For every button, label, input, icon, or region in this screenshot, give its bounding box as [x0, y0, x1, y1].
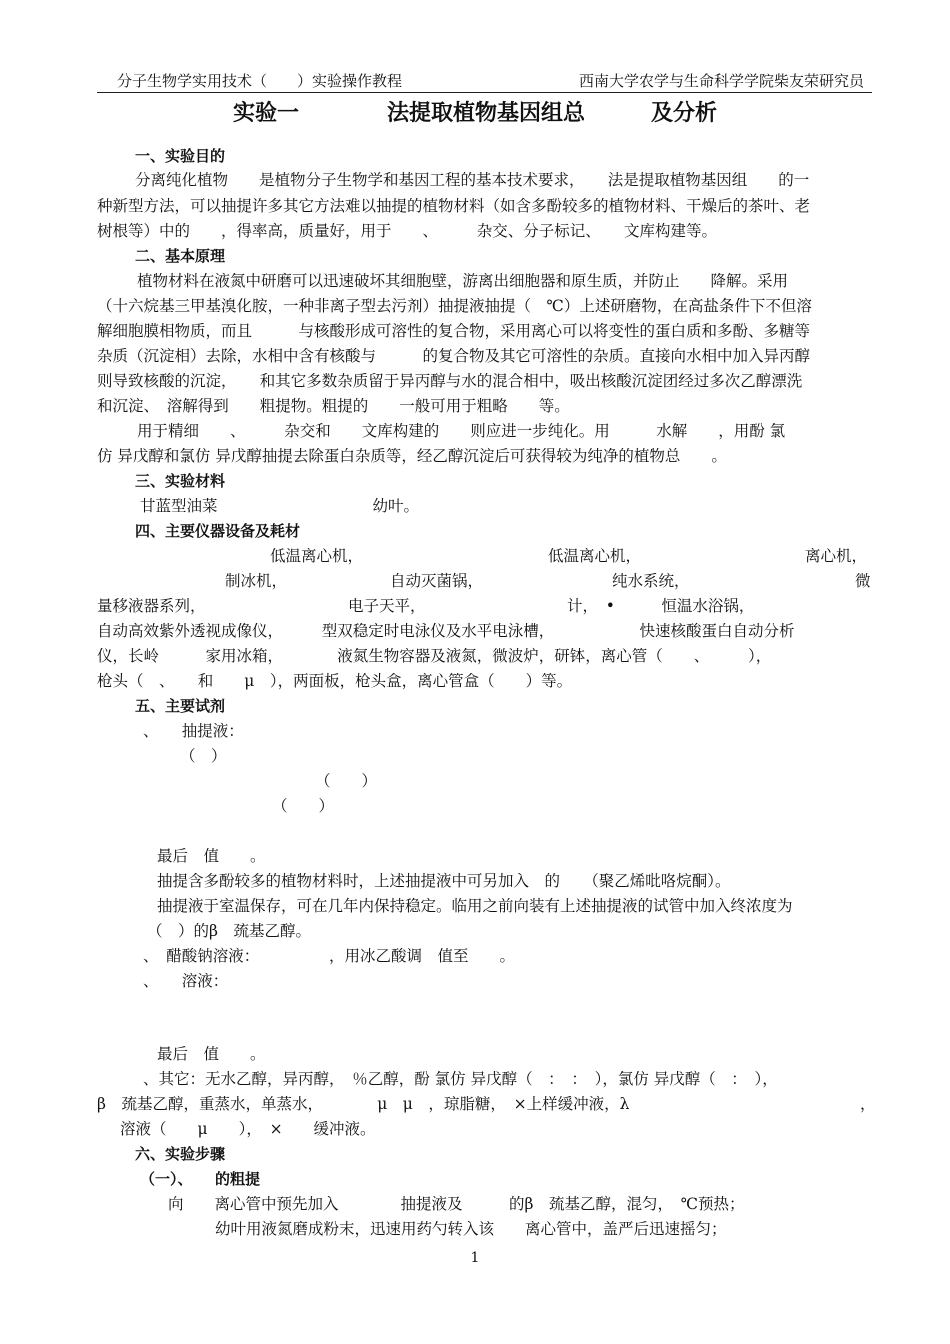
- text-line: 低温离心机，: [548, 547, 642, 565]
- text-line: （ ）的β 巯基乙醇。: [147, 922, 311, 940]
- text-line: 最后 值 。: [157, 1045, 266, 1063]
- text-line: 分离纯化植物 是植物分子生物学和基因工程的基本技术要求， 法是提取植物基因组 的一: [135, 171, 810, 189]
- text-line: 用于精细 、 杂交和 文库构建的 则应进一步纯化。用 水解 ，用酚 氯: [137, 422, 786, 440]
- text-line: 量移液器系列，: [97, 597, 206, 615]
- text-line: 自动灭菌锅，: [390, 572, 484, 590]
- text-line: 杂质（沉淀相）去除，水相中含有核酸与 的复合物及其它可溶性的杂质。直接向水相中加入异丙醇: [97, 347, 811, 365]
- text-line: 、 溶液：: [143, 972, 229, 990]
- text-line: 种新型方法，可以抽提许多其它方法难以抽提的植物材料（如含多酚较多的植物材料、干燥后的茶叶、老: [97, 197, 811, 215]
- text-line: 、其它：无水乙醇，异丙醇， ％乙醇，酚 氯仿 异戊醇（ ： ： ），氯仿 异戊醇（ ： ），: [143, 1070, 778, 1088]
- section-heading: 三、实验材料: [135, 472, 226, 490]
- section-heading: 一、实验目的: [135, 147, 226, 165]
- text-line: 、 醋酸钠溶液： ，用冰乙酸调 值至 。: [143, 947, 516, 965]
- page-number: 1: [470, 1250, 480, 1266]
- text-line: 纯水系统，: [612, 572, 690, 590]
- section-heading: 五、主要试剂: [135, 697, 226, 715]
- text-line: 甘蓝型油菜 幼叶。: [140, 497, 420, 515]
- text-line: 则导致核酸的沉淀， 和其它多数杂质留于异丙醇与水的混合相中，吸出核酸沉淀团经过多次乙醇漂洗: [97, 372, 803, 390]
- text-line: 离心机，: [805, 547, 868, 565]
- text-line: 抽提含多酚较多的植物材料时，上述抽提液中可另加入 的 （聚乙烯吡咯烷酮）。: [157, 872, 731, 890]
- text-line: （ ）: [180, 747, 227, 765]
- text-line: 自动高效紫外透视成像仪， 型双稳定时电泳仪及水平电泳槽， 快速核酸蛋白自动分析: [97, 622, 795, 640]
- section-heading: 二、基本原理: [135, 247, 226, 265]
- text-line: （ ）: [272, 797, 335, 815]
- text-line: 幼叶用液氮磨成粉末，迅速用药勺转入该 离心管中，盖严后迅速摇匀；: [215, 1220, 727, 1238]
- text-line: 仿 异戊醇和氯仿 异戊醇抽提去除蛋白杂质等，经乙醇沉淀后可获得较为纯净的植物总 。: [97, 447, 727, 465]
- section-heading: 四、主要仪器设备及耗材: [135, 522, 301, 540]
- text-line: （ ）: [315, 772, 378, 790]
- text-line: 和沉淀、 溶解得到 粗提物。粗提的 一般可用于粗略 等。: [97, 397, 570, 415]
- running-header: [97, 68, 872, 93]
- text-line: 解细胞膜相物质，而且 与核酸形成可溶性的复合物，采用离心可以将变性的蛋白质和多酚、多糖等: [97, 322, 811, 340]
- text-line: 抽提液于室温保存，可在几年内保持稳定。临用之前向装有上述抽提液的试管中加入终浓度为: [157, 897, 793, 915]
- text-line: 计， • 恒温水浴锅，: [567, 597, 755, 615]
- text-line: β 巯基乙醇，重蒸水，单蒸水， μ μ ，琼脂糖， ×上样缓冲液，λ: [97, 1095, 630, 1113]
- text-line: 电子天平，: [348, 597, 426, 615]
- text-line: （十六烷基三甲基溴化胺，一种非离子型去污剂）抽提液抽提（ ℃）上述研磨物，在高盐条件下不但溶: [97, 297, 812, 315]
- text-line: 枪头（ 、 和 μ ），两面板，枪头盒，离心管盒（ ）等。: [97, 672, 573, 690]
- text-line: 溶液（ μ ）， × 缓冲液。: [120, 1120, 376, 1138]
- text-line: 向 离心管中预先加入 抽提液及 的β 巯基乙醇，混匀， ℃预热；: [168, 1195, 745, 1213]
- text-line: 仪，长岭 家用冰箱， 液氮生物容器及液氮，微波炉，研钵，离心管（ 、 ），: [97, 647, 772, 665]
- section-heading: （一）、 的粗提: [140, 1170, 261, 1188]
- header-left: 分子生物学实用技术（ ）实验操作教程: [117, 72, 403, 90]
- page-title: 实验一 法提取植物基因组总 及分析: [232, 101, 717, 126]
- section-heading: 六、实验步骤: [135, 1145, 226, 1163]
- text-line: 制冰机，: [225, 572, 288, 590]
- header-right: 西南大学农学与生命科学学院柴友荣研究员: [578, 72, 864, 90]
- text-line: 树根等）中的 ，得率高，质量好，用于 、 杂交、分子标记、 文库构建等。: [97, 222, 718, 240]
- text-line: ，: [860, 1095, 876, 1113]
- text-line: 植物材料在液氮中研磨可以迅速破坏其细胞壁，游离出细胞器和原生质，并防止 降解。采用: [137, 272, 789, 290]
- text-line: 微: [855, 572, 871, 590]
- text-line: 最后 值 。: [157, 847, 266, 865]
- text-line: 、 抽提液：: [143, 722, 244, 740]
- text-line: 低温离心机，: [270, 547, 364, 565]
